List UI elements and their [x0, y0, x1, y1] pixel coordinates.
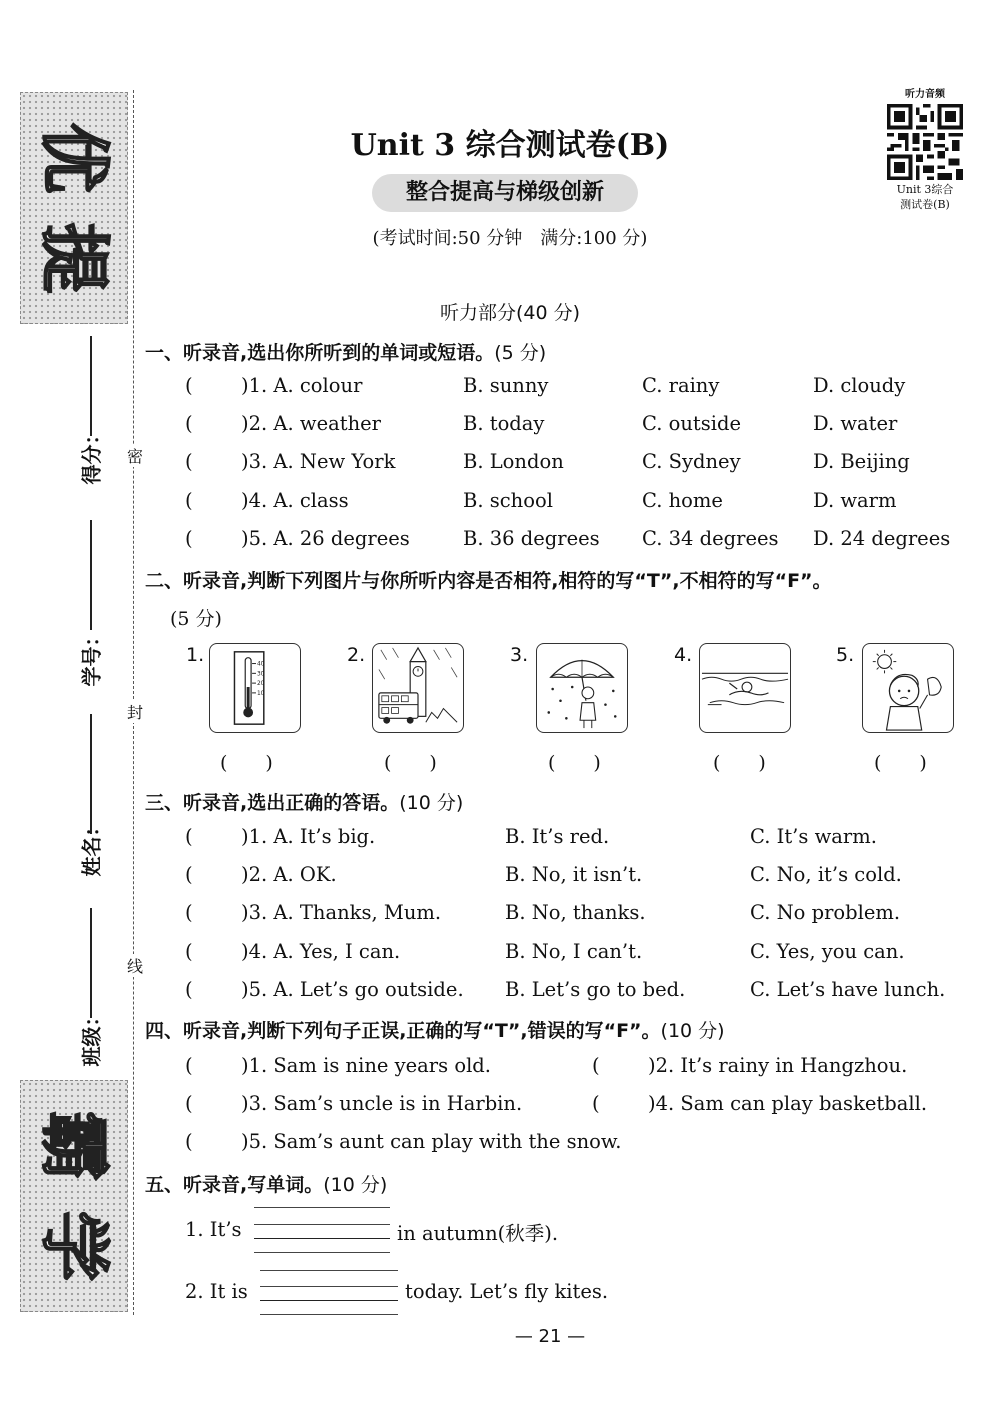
- option-a: )1. A. colour: [241, 374, 363, 397]
- option-b: B. today: [463, 412, 545, 435]
- answer-paren[interactable]: (: [185, 489, 193, 512]
- thermo-tick: 20: [256, 681, 265, 688]
- seal-char: 封: [126, 700, 144, 723]
- page-title: Unit 3 综合测试卷(B): [350, 128, 670, 163]
- sun-boy-icon: [863, 644, 953, 732]
- item-text: )3. Sam’s uncle is in Harbin.: [241, 1092, 523, 1115]
- answer-blank[interactable]: ( ): [874, 752, 927, 774]
- option-d: D. Beijing: [813, 450, 910, 473]
- seal-char: 线: [126, 954, 144, 977]
- answer-paren[interactable]: (: [185, 450, 193, 473]
- writing-guide-line: [254, 1252, 390, 1253]
- option-a: )3. A. Thanks, Mum.: [241, 901, 442, 924]
- option-c: C. Let’s have lunch.: [750, 978, 946, 1001]
- picture-number: 4.: [674, 644, 693, 666]
- subtitle-badge: 整合提高与梯级创新: [372, 174, 638, 212]
- section-heading-text: 三、听录音,选出正确的答语。: [145, 792, 400, 814]
- option-d: D. warm: [813, 489, 897, 512]
- option-b: B. 36 degrees: [463, 527, 600, 550]
- picture-number: 1.: [186, 644, 205, 666]
- dotted-panel-top: [20, 92, 128, 324]
- qr-code-block[interactable]: [884, 88, 966, 212]
- answer-paren[interactable]: (: [185, 1130, 193, 1153]
- item-text: )1. Sam is nine years old.: [241, 1054, 491, 1077]
- fill-prefix: 2. It is: [185, 1280, 248, 1303]
- fill-suffix: in autumn(秋季).: [397, 1222, 559, 1245]
- option-c: C. outside: [642, 412, 742, 435]
- big-ben-bus-icon: [373, 644, 463, 732]
- option-b: B. No, I can’t.: [505, 940, 643, 963]
- seal-char: 密: [126, 444, 144, 467]
- picture-swimming: [699, 643, 791, 733]
- item-text: )4. Sam can play basketball.: [648, 1092, 928, 1115]
- fill-line: [90, 520, 92, 630]
- fill-line: [90, 336, 92, 436]
- picture-number: 5.: [836, 644, 855, 666]
- answer-line[interactable]: [260, 1300, 398, 1301]
- thermo-tick: 30: [256, 671, 265, 678]
- swimmer-icon: [700, 644, 790, 732]
- section-score: (10 分): [323, 1174, 388, 1196]
- option-a: )5. A. Let’s go outside.: [241, 978, 464, 1001]
- option-b: B. sunny: [463, 374, 549, 397]
- label-student-id: 学号：: [79, 626, 104, 687]
- option-a: )2. A. OK.: [241, 863, 337, 886]
- qr-code-icon: [887, 104, 963, 180]
- item-text: )5. Sam’s aunt can play with the snow.: [241, 1130, 622, 1153]
- option-a: )5. A. 26 degrees: [241, 527, 410, 550]
- section-heading-text: 五、听录音,写单词。: [145, 1174, 324, 1196]
- section-heading-text: 二、听录音,判断下列图片与你所听内容是否相符,相符的写“T”,不相符的写“F”。: [145, 570, 832, 592]
- picture-thermometer: [209, 643, 301, 733]
- thermo-tick: 10: [256, 690, 265, 697]
- option-c: C. rainy: [642, 374, 720, 397]
- answer-blank[interactable]: ( ): [384, 752, 437, 774]
- picture-number: 3.: [510, 644, 529, 666]
- writing-guide-line: [260, 1314, 398, 1315]
- option-b: B. London: [463, 450, 564, 473]
- option-a: )1. A. It’s big.: [241, 825, 376, 848]
- option-a: )2. A. weather: [241, 412, 382, 435]
- option-a: )4. A. class: [241, 489, 349, 512]
- option-d: D. water: [813, 412, 898, 435]
- picture-hot-boy: [862, 643, 954, 733]
- binding-strip: [0, 0, 143, 1403]
- strip-char: 提: [33, 223, 115, 293]
- listening-heading: 听力部分(40 分): [439, 302, 581, 324]
- answer-paren[interactable]: (: [185, 1054, 193, 1077]
- section-score: (10 分): [399, 792, 464, 814]
- option-c: C. No, it’s cold.: [750, 863, 902, 886]
- option-c: C. home: [642, 489, 723, 512]
- strip-char: 学: [33, 1211, 115, 1281]
- section-5-heading: [145, 1170, 387, 1197]
- fill-suffix: today. Let’s fly kites.: [405, 1280, 609, 1303]
- section-heading-text: 四、听录音,判断下列句子正误,正确的写“T”,错误的写“F”。: [145, 1020, 661, 1042]
- qr-label: Unit 3综合: [896, 183, 954, 196]
- answer-paren[interactable]: (: [592, 1092, 600, 1115]
- section-3-heading: [145, 788, 463, 815]
- qr-caption: 听力音频: [905, 89, 945, 100]
- option-b: B. Let’s go to bed.: [505, 978, 686, 1001]
- writing-guide-line: [254, 1224, 390, 1225]
- page-number: — 21 —: [514, 1326, 586, 1347]
- answer-paren[interactable]: (: [185, 412, 193, 435]
- section-heading-text: 一、听录音,选出你所听到的单词或短语。: [145, 342, 495, 364]
- option-c: C. Yes, you can.: [750, 940, 905, 963]
- option-d: D. 24 degrees: [813, 527, 951, 550]
- umbrella-icon: [537, 644, 627, 732]
- answer-paren[interactable]: (: [185, 978, 193, 1001]
- label-class: 班级：: [79, 1006, 104, 1067]
- label-name: 姓名：: [79, 816, 104, 877]
- answer-paren[interactable]: (: [185, 901, 193, 924]
- answer-line[interactable]: [254, 1238, 390, 1239]
- exam-info: (考试时间:50 分钟 满分:100 分): [372, 228, 648, 249]
- answer-paren[interactable]: (: [592, 1054, 600, 1077]
- answer-paren[interactable]: (: [185, 1092, 193, 1115]
- writing-guide-line: [260, 1286, 398, 1287]
- thermometer-icon: [210, 644, 300, 732]
- answer-paren[interactable]: (: [185, 940, 193, 963]
- answer-blank[interactable]: ( ): [713, 752, 766, 774]
- option-b: B. It’s red.: [505, 825, 610, 848]
- option-c: C. 34 degrees: [642, 527, 779, 550]
- option-b: B. No, it isn’t.: [505, 863, 643, 886]
- option-b: B. school: [463, 489, 553, 512]
- answer-blank[interactable]: ( ): [220, 752, 273, 774]
- answer-blank[interactable]: ( ): [548, 752, 601, 774]
- section-2-heading: [145, 566, 832, 593]
- writing-guide-line: [260, 1270, 398, 1271]
- section-score: (5 分): [170, 608, 222, 630]
- picture-number: 2.: [347, 644, 366, 666]
- qr-label: 测试卷(B): [900, 198, 950, 211]
- option-c: C. Sydney: [642, 450, 741, 473]
- picture-umbrella-girl: [536, 643, 628, 733]
- answer-paren[interactable]: (: [185, 527, 193, 550]
- strip-char: 优: [33, 123, 115, 193]
- item-text: )2. It’s rainy in Hangzhou.: [648, 1054, 908, 1077]
- section-score: (10 分): [660, 1020, 725, 1042]
- option-a: )3. A. New York: [241, 450, 396, 473]
- option-c: C. No problem.: [750, 901, 901, 924]
- writing-guide-line: [254, 1207, 390, 1208]
- fill-line: [90, 908, 92, 1018]
- section-1-heading: [145, 338, 546, 365]
- fill-prefix: 1. It’s: [185, 1218, 242, 1241]
- option-c: C. It’s warm.: [750, 825, 877, 848]
- answer-paren[interactable]: (: [185, 374, 193, 397]
- answer-paren[interactable]: (: [185, 863, 193, 886]
- option-b: B. No, thanks.: [505, 901, 646, 924]
- answer-paren[interactable]: (: [185, 825, 193, 848]
- section-score: (5 分): [494, 342, 547, 364]
- strip-char: 霸: [33, 1111, 115, 1181]
- label-score: 得分：: [79, 424, 104, 485]
- option-d: D. cloudy: [813, 374, 906, 397]
- option-a: )4. A. Yes, I can.: [241, 940, 401, 963]
- picture-london-rain: [372, 643, 464, 733]
- dotted-panel-bottom: [20, 1080, 128, 1312]
- thermo-tick: 40: [256, 661, 265, 668]
- section-4-heading: [145, 1016, 725, 1043]
